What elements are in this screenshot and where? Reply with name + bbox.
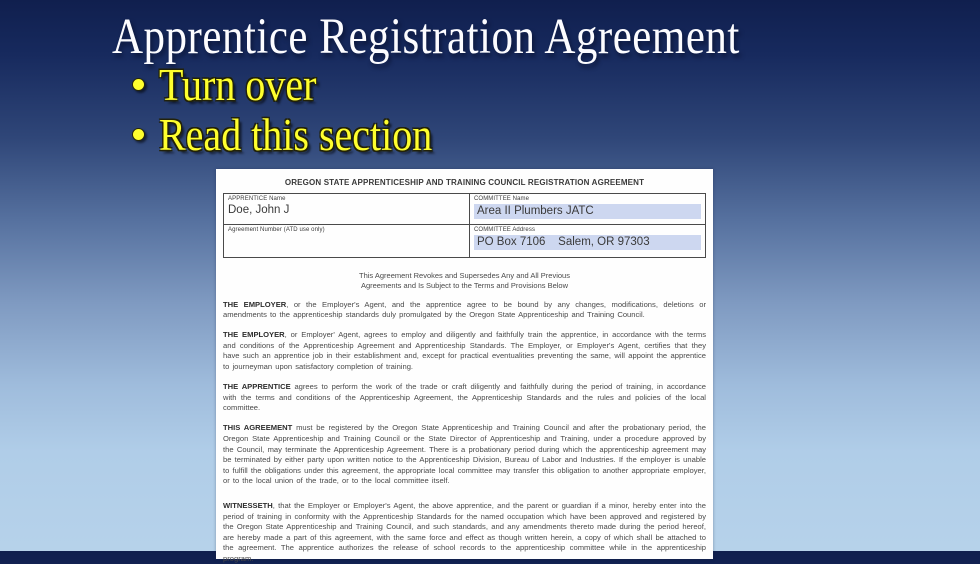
apprentice-name-label: APPRENTICE Name	[228, 196, 286, 202]
committee-name-label: COMMITTEE Name	[474, 196, 530, 202]
bullet-item-turn-over	[132, 58, 432, 111]
paragraph-text: agrees to perform the work of the trade or craft diligently and faithfully during the period of training, in accordance with the terms and conditions of the Apprenticeship Agreement, the Apprenticeship Standards and the rules and policies of the local committee.	[223, 382, 706, 413]
committee-address-cell	[470, 225, 706, 258]
paragraph-lead: THE APPRENTICE	[223, 382, 291, 392]
committee-name-value: Area II Plumbers JATC	[474, 204, 701, 219]
paragraph-text: , or the Employer's Agent, and the apprentice agree to be bound by any changes, modifications, deletions or amendments to the apprenticeship standards duly promulgated by the Oregon State Apprenticeship and Training Council.	[223, 299, 706, 320]
paragraph-witnesseth	[223, 501, 706, 564]
bullet-text: Read this section	[159, 108, 433, 161]
committee-name-cell	[470, 194, 706, 225]
paragraph-employer-train	[223, 330, 706, 372]
paragraph-this-agreement	[223, 423, 706, 487]
bullet-marker-icon	[132, 128, 145, 141]
apprentice-name-cell	[224, 194, 470, 225]
paragraph-text: , or Employer' Agent, agrees to employ and diligently and faithfully train the apprentice, in accordance with the terms and conditions of the Apprenticeship Agreement and Apprenticeship Standards. The Employer, or Employer's Agent, certifies that they have such an apprentice job in their establishment and, except for practical eventualities preventing the same, will appoint the apprentice to journeyman upon satisfactory completion of training.	[223, 330, 706, 371]
bullet-text: Turn over	[159, 58, 317, 111]
bullet-marker-icon	[132, 78, 145, 91]
paragraph-text: must be registered by the Oregon State Apprenticeship and Training Council and after the probationary period, the Oregon State Apprenticeship and Training Council or the State Director of Apprenticeship and Training, under a procedure approved by the Council, may terminate the Apprenticeship Agreement. There is a probationary period during which the apprenticeship agreement may be terminated by either party upon written notice to the Apprenticeship Division, Bureau of Labor and Industries. If the employer is unable to fulfill the obligations under this agreement, the appropriate local committee may transfer this obligation to another appropriate employer, or to the local union of the trade, or to the local committee itself.	[223, 423, 706, 486]
bullet-list	[132, 58, 433, 161]
committee-address-label: COMMITTEE Address	[474, 227, 536, 233]
form-header-table	[223, 193, 706, 258]
paragraph-lead: WITNESSETH	[223, 500, 273, 510]
paragraph-employer-bound	[223, 300, 706, 321]
document-header-title: OREGON STATE APPRENTICESHIP AND TRAINING COUNCIL REGISTRATION AGREEMENT	[284, 178, 645, 187]
revocation-notice-line2: Agreements and Is Subject to the Terms and Provisions Below	[360, 280, 569, 290]
apprentice-name-value: Doe, John J	[228, 204, 290, 216]
agreement-document-image	[216, 169, 713, 563]
bullet-item-read-section	[132, 108, 433, 161]
paragraph-lead: THIS AGREEMENT	[223, 423, 293, 433]
paragraph-apprentice	[223, 382, 706, 414]
paragraph-lead: THE EMPLOYER	[223, 299, 287, 309]
revocation-notice	[223, 271, 706, 290]
paragraph-text: , that the Employer or Employer's Agent, the above apprentice, and the parent or guardian if a minor, hereby enter into the period of training in conformity with the Apprenticeship Standards for the named occupation which have been approved and registered by the Oregon State Apprenticeship and Training Council, and such standards, and any amendments thereto made during the period hereof, are hereby made a part of this agreement, with the same force and effect as though written herein, a copy of which shall be attached to the agreement. The apprentice authorizes the release of school records to the apprenticeship committee while in the apprenticeship program.	[223, 500, 706, 563]
committee-address-value: PO Box 7106 Salem, OR 97303	[474, 235, 701, 250]
slide-title: Apprentice Registration Agreement	[112, 9, 740, 65]
agreement-number-cell	[224, 225, 470, 258]
revocation-notice-line1: This Agreement Revokes and Supersedes Any and All Previous	[359, 271, 570, 280]
agreement-number-label: Agreement Number (ATD use only)	[228, 227, 325, 233]
paragraph-lead: THE EMPLOYER	[223, 330, 285, 340]
